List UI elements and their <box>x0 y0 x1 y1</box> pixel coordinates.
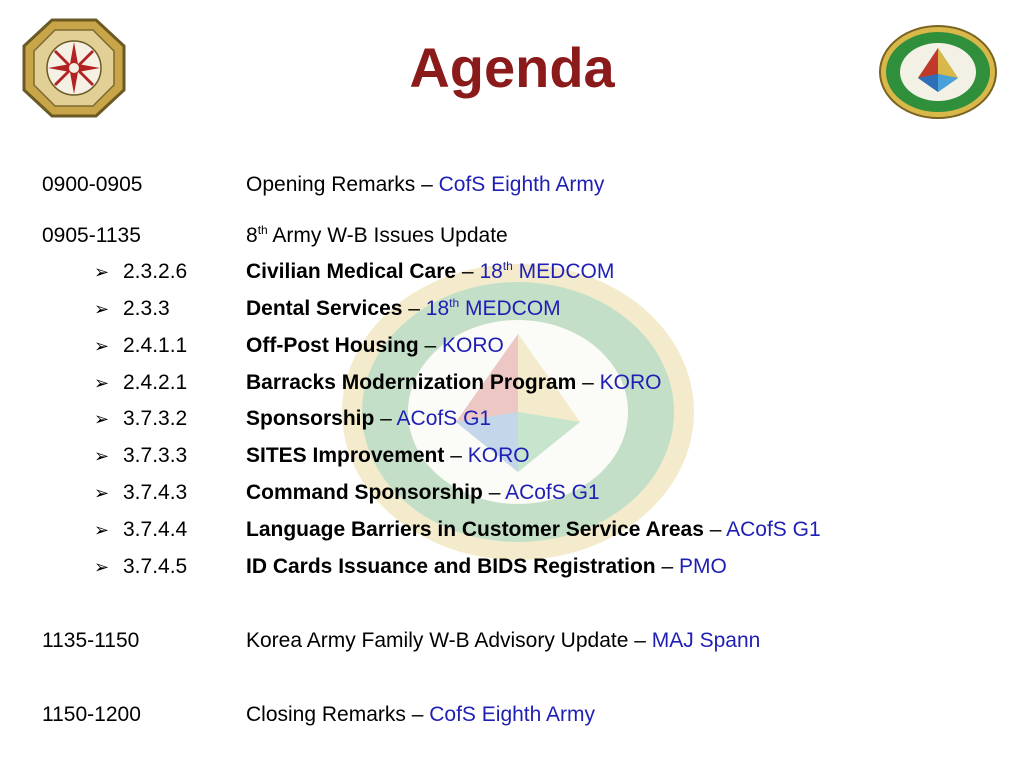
separator: – <box>405 703 430 726</box>
issue-title: SITES Improvement <box>246 444 445 467</box>
owner: CofS Eighth Army <box>438 173 605 196</box>
owner-name: MEDCOM <box>459 297 561 320</box>
agenda-row-issues-update <box>0 221 1024 251</box>
issue-title: Language Barriers in Customer Service Areas <box>246 518 704 541</box>
issue-row <box>0 368 1024 398</box>
issue-title: Civilian Medical Care <box>246 260 457 283</box>
separator: – <box>418 334 443 357</box>
owner: KORO <box>599 371 662 394</box>
separator: – <box>628 629 652 652</box>
agenda-row-advisory-update <box>0 626 1024 656</box>
arrow-bullet-icon: ➢ <box>94 557 110 577</box>
issue-row <box>0 441 1024 471</box>
issue-text <box>246 257 614 287</box>
issue-row <box>0 294 1024 324</box>
separator: – <box>655 555 679 578</box>
slide-title: Agenda <box>409 36 615 99</box>
owner <box>479 260 614 283</box>
owner-number: 18 <box>479 260 503 283</box>
agenda-row-opening <box>0 170 1024 200</box>
issue-title: Sponsorship <box>246 407 375 430</box>
arrow-bullet-icon: ➢ <box>94 409 110 429</box>
owner-number: 18 <box>425 297 450 320</box>
separator: – <box>482 481 506 504</box>
owner: PMO <box>678 555 727 578</box>
arrow-bullet-icon: ➢ <box>94 483 110 503</box>
owner: KORO <box>442 334 504 357</box>
owner: ACofS G1 <box>396 407 492 430</box>
ordinal-suffix: th <box>257 223 268 237</box>
arrow-bullet-icon: ➢ <box>94 262 110 282</box>
ordinal-suffix: th <box>502 259 513 273</box>
arrow-bullet-icon: ➢ <box>94 520 110 540</box>
issue-title: ID Cards Issuance and BIDS Registration <box>246 555 656 578</box>
issue-code: 3.7.4.3 <box>123 481 188 504</box>
issue-code: 3.7.3.3 <box>123 444 188 467</box>
issue-row <box>0 515 1024 545</box>
issue-text <box>246 368 661 398</box>
item-title: Korea Army Family W-B Advisory Update <box>246 629 629 652</box>
arrow-bullet-icon: ➢ <box>94 336 110 356</box>
issue-code: 2.4.2.1 <box>123 371 188 394</box>
issue-text <box>246 552 727 582</box>
ordinal-suffix: th <box>449 296 460 310</box>
item-title: Opening Remarks <box>246 173 416 196</box>
issue-text <box>246 515 821 545</box>
issue-code: 2.3.2.6 <box>123 260 188 283</box>
owner: KORO <box>467 444 530 467</box>
issue-title: Off-Post Housing <box>246 334 419 357</box>
issue-text <box>246 404 491 434</box>
separator: – <box>576 371 600 394</box>
arrow-bullet-icon: ➢ <box>94 373 110 393</box>
separator: – <box>444 444 468 467</box>
time-slot: 1135-1150 <box>42 629 140 652</box>
issue-text <box>246 294 561 324</box>
owner-name: MEDCOM <box>512 260 615 283</box>
item-title: Army W-B Issues Update <box>267 224 508 247</box>
owner: CofS Eighth Army <box>429 703 595 726</box>
issue-text <box>246 331 504 361</box>
separator: – <box>402 297 426 320</box>
agenda-item-text <box>246 221 508 251</box>
issue-row <box>0 404 1024 434</box>
separator: – <box>456 260 480 283</box>
issue-row <box>0 478 1024 508</box>
issue-code: 3.7.4.4 <box>123 518 188 541</box>
owner: ACofS G1 <box>505 481 600 504</box>
issue-code: 3.7.3.2 <box>123 407 188 430</box>
owner <box>426 297 561 320</box>
separator: – <box>415 173 439 196</box>
owner: ACofS G1 <box>726 518 821 541</box>
issue-text <box>246 441 530 471</box>
issue-code: 2.4.1.1 <box>123 334 188 357</box>
time-slot: 1150-1200 <box>42 703 141 726</box>
issue-title: Dental Services <box>246 297 403 320</box>
agenda-item-text <box>246 626 760 656</box>
issue-title: Barracks Modernization Program <box>246 371 577 394</box>
issue-row <box>0 257 1024 287</box>
arrow-bullet-icon: ➢ <box>94 299 110 319</box>
item-title: Closing Remarks <box>246 703 406 726</box>
arrow-bullet-icon: ➢ <box>94 446 110 466</box>
issue-code: 3.7.4.5 <box>123 555 188 578</box>
item-number: 8 <box>246 224 258 247</box>
issue-text <box>246 478 600 508</box>
issue-row <box>0 331 1024 361</box>
time-slot: 0900-0905 <box>42 173 143 196</box>
agenda-item-text <box>246 170 604 200</box>
agenda-row-closing <box>0 700 1024 730</box>
time-slot: 0905-1135 <box>42 224 141 247</box>
owner: MAJ Spann <box>651 629 761 652</box>
issue-title: Command Sponsorship <box>246 481 483 504</box>
issue-row <box>0 552 1024 582</box>
separator: – <box>703 518 727 541</box>
issue-code: 2.3.3 <box>123 297 170 320</box>
separator: – <box>374 407 397 430</box>
agenda-item-text <box>246 700 595 730</box>
